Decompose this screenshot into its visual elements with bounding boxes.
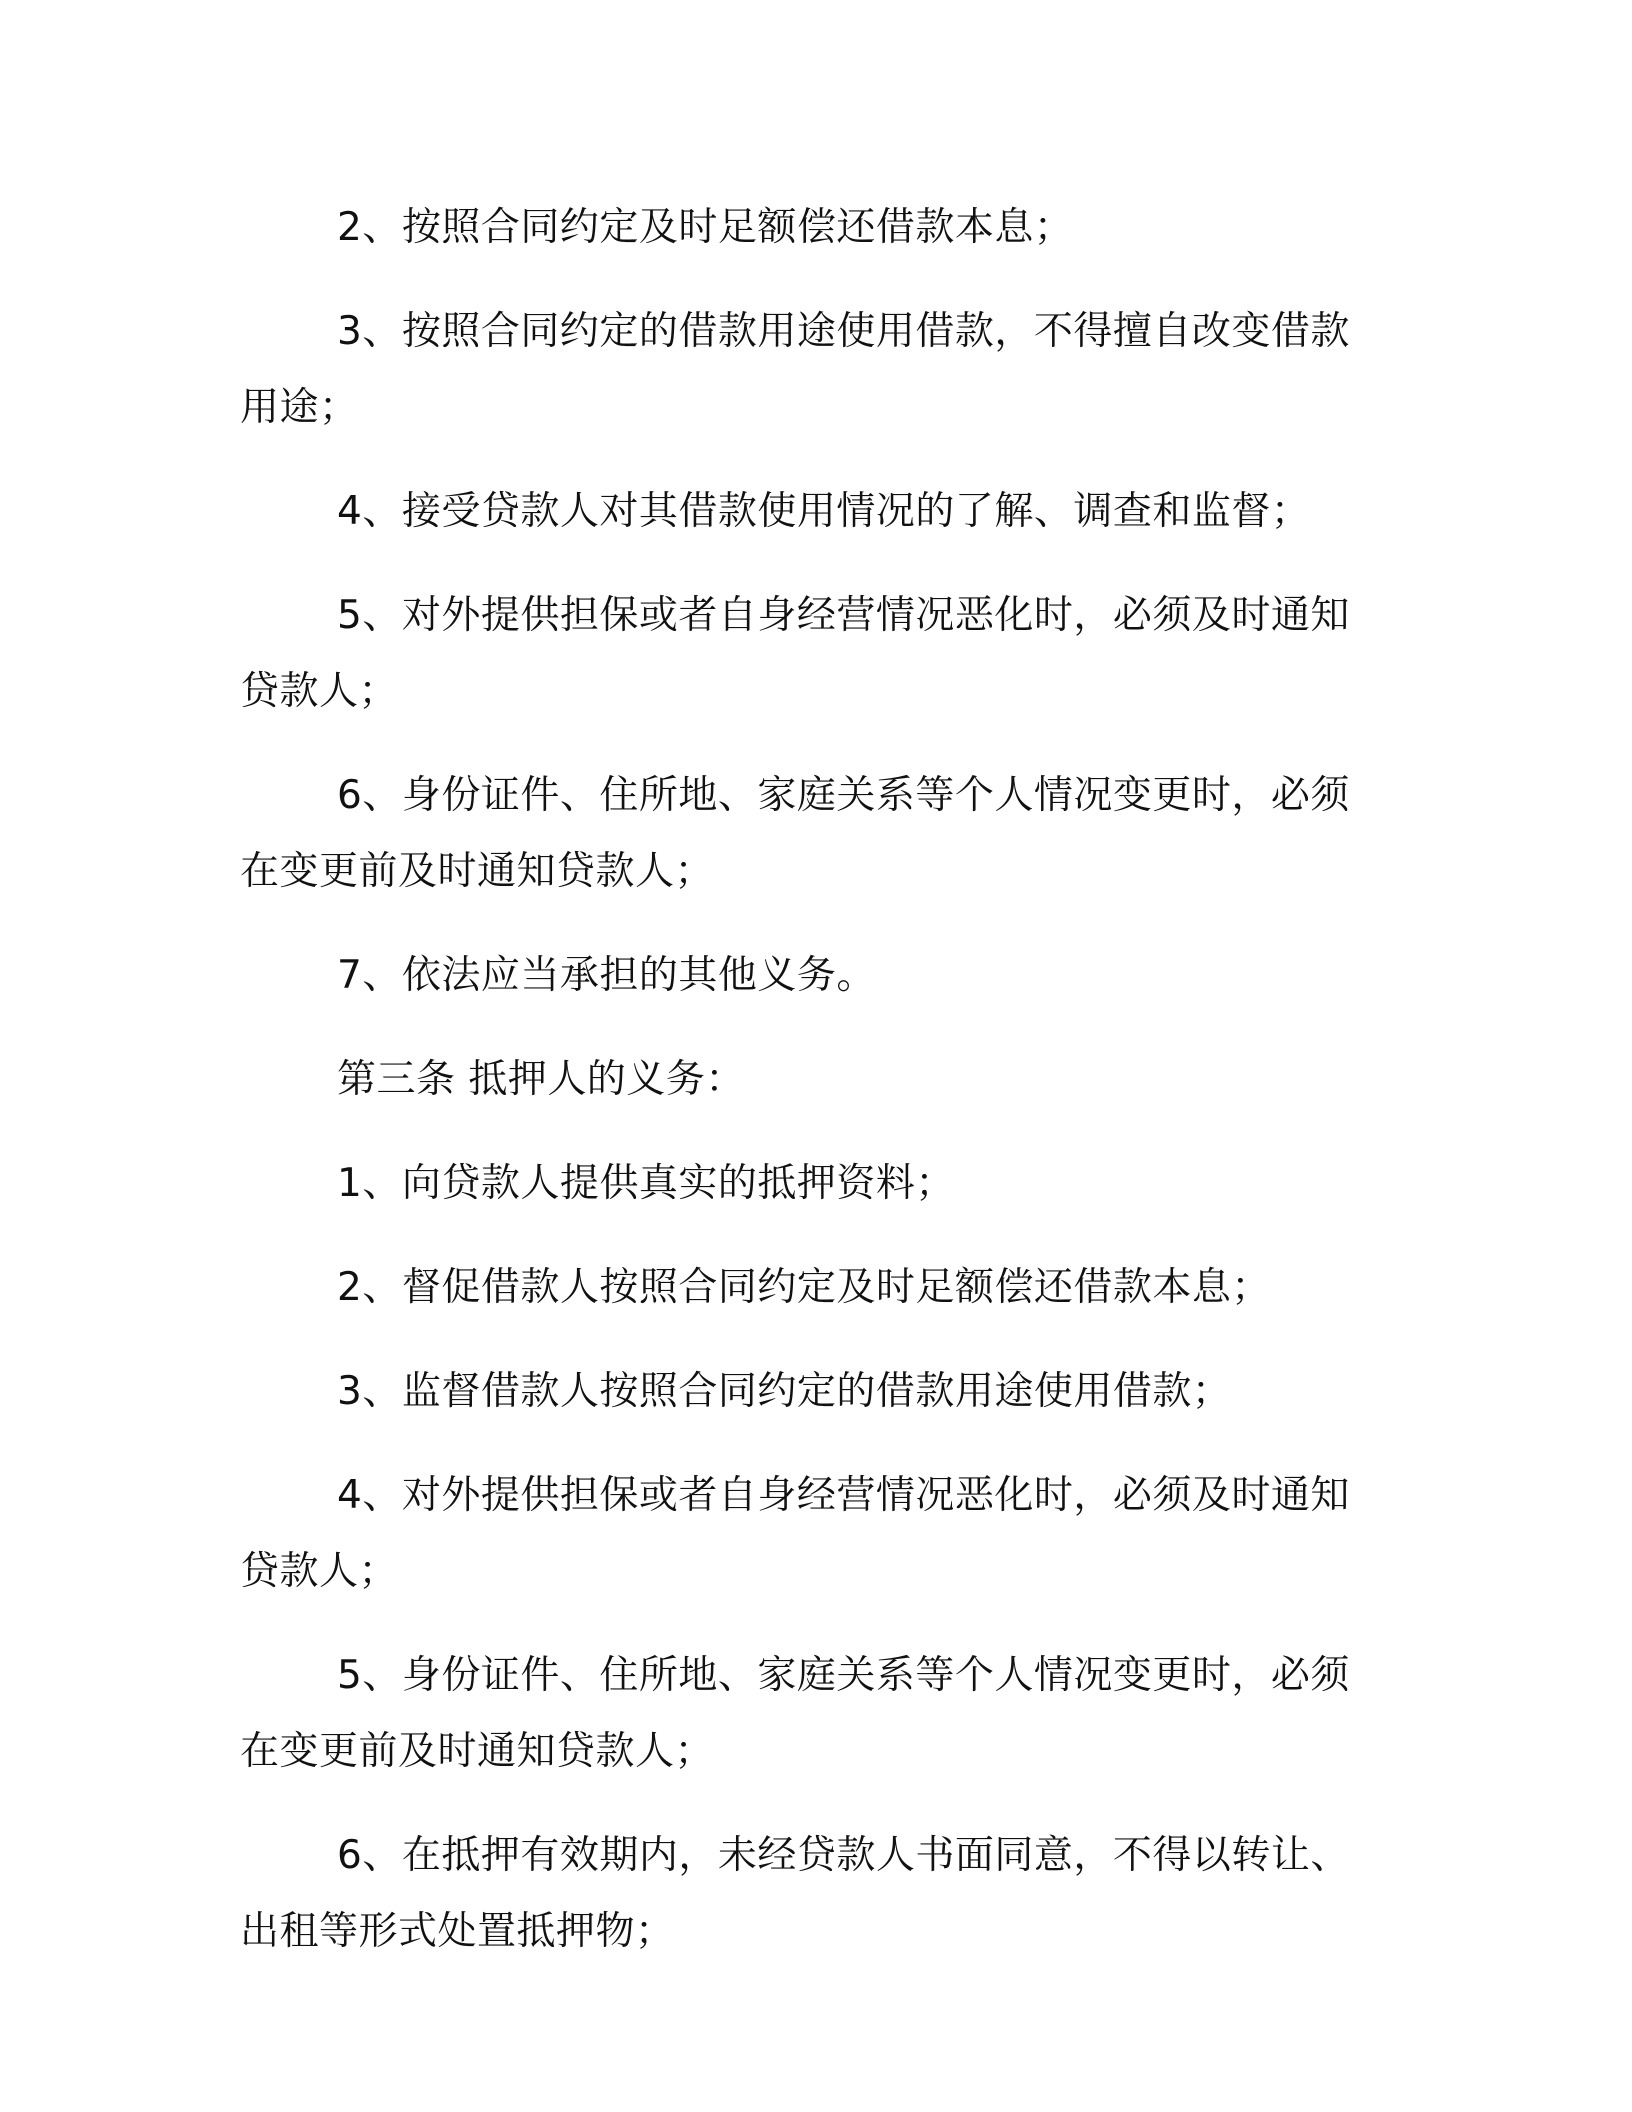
mortgagor-duty-1: 1、向贷款人提供真实的抵押资料； xyxy=(337,1161,955,1206)
borrower-duty-5: 5、对外提供担保或者自身经营情况恶化时，必须及时通知贷款人； xyxy=(240,593,1350,714)
mortgagor-duty-6: 6、在抵押有效期内，未经贷款人书面同意，不得以转让、出租等形式处置抵押物； xyxy=(240,1833,1350,1954)
mortgagor-duty-4: 4、对外提供担保或者自身经营情况恶化时，必须及时通知贷款人； xyxy=(240,1473,1350,1594)
borrower-duty-4: 4、接受贷款人对其借款使用情况的了解、调查和监督； xyxy=(337,489,1311,534)
mortgagor-duty-5: 5、身份证件、住所地、家庭关系等个人情况变更时，必须在变更前及时通知贷款人； xyxy=(240,1653,1350,1774)
mortgagor-duty-2: 2、督促借款人按照合同约定及时足额偿还借款本息； xyxy=(337,1265,1271,1310)
borrower-duty-2: 2、按照合同约定及时足额偿还借款本息； xyxy=(337,205,1074,250)
borrower-duty-3: 3、按照合同约定的借款用途使用借款，不得擅自改变借款用途； xyxy=(240,309,1350,430)
mortgagor-duty-3: 3、监督借款人按照合同约定的借款用途使用借款； xyxy=(337,1369,1232,1414)
borrower-duty-6: 6、身份证件、住所地、家庭关系等个人情况变更时，必须在变更前及时通知贷款人； xyxy=(240,773,1350,894)
article-3-heading: 第三条 抵押人的义务： xyxy=(337,1057,745,1102)
borrower-duty-7: 7、依法应当承担的其他义务。 xyxy=(337,953,876,998)
document-body xyxy=(240,190,1370,1970)
